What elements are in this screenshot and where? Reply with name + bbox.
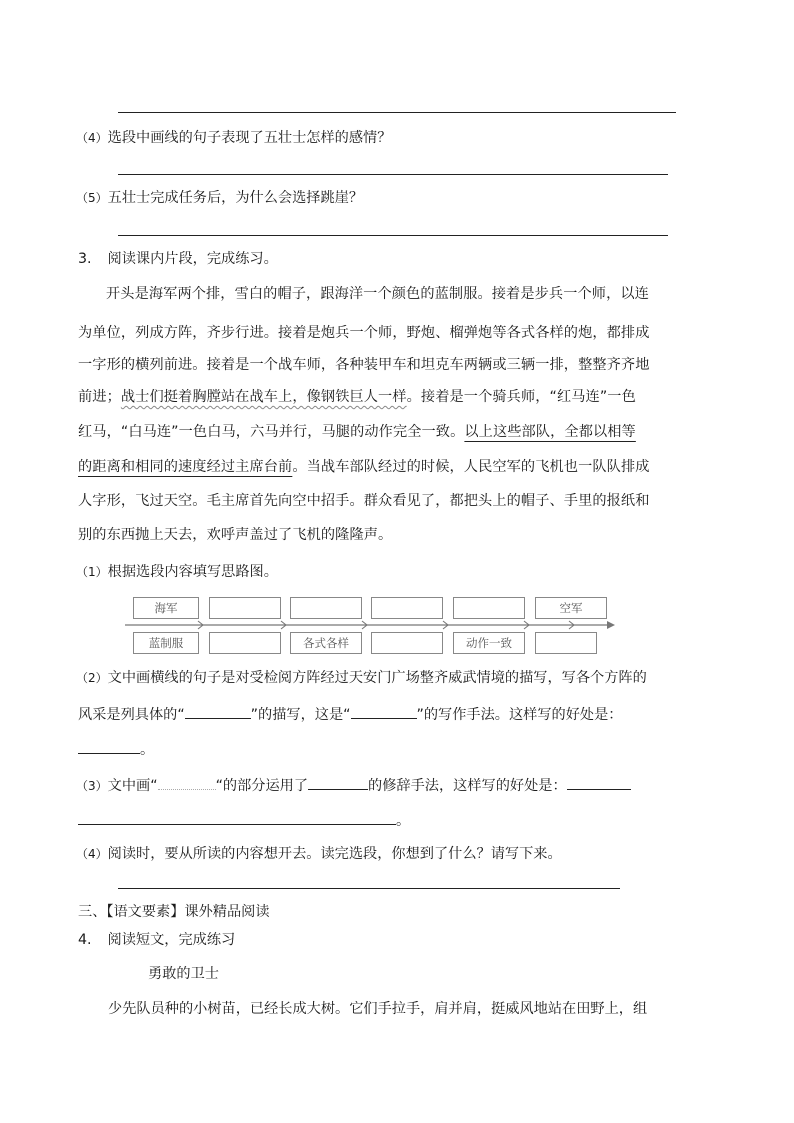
fill-blank[interactable] [308,773,368,790]
wavy-sample [158,775,216,790]
diagram-box-top-1: 海军 [133,597,199,619]
diagram-box-bottom-5: 动作一致 [453,632,525,654]
passage-text: 一字形的横列前进。接着是一个战车师，各种装甲车和坦克车两辆或三辆一排，整整齐齐地 [78,357,650,373]
underlined-sentence: 的距离和相同的速度经过主席台前 [78,459,293,475]
passage-line-4 [78,386,636,406]
question-text: 风采是列具体的“ [78,707,185,723]
fill-blank[interactable] [567,773,631,790]
subquestion-3-line-1 [76,773,631,795]
answer-line-s4[interactable] [118,888,620,889]
diagram-box-bottom-4[interactable] [371,632,443,654]
diagram-box-bottom-3: 各式各样 [290,632,362,654]
question-text: 。 [140,742,155,758]
thought-flow-diagram [125,592,615,654]
section-title: 阅读课内片段，完成练习。 [107,251,278,267]
subquestion-1 [76,561,278,581]
diagram-box-top-4[interactable] [371,597,443,619]
question-label: （4） [76,131,108,145]
answer-line-q5[interactable] [118,235,668,236]
diagram-box-bottom-1: 蓝制服 [133,632,199,654]
diagram-box-top-6: 空军 [535,597,607,619]
question-text: 的修辞手法，这样写的好处是： [368,778,567,794]
section-number: 3. [78,251,92,267]
answer-line-q3[interactable] [118,112,676,113]
answer-line-q4[interactable] [118,174,668,175]
question-text: 文中画横线的句子是对受检阅方阵经过天安门广场整齐威武情境的描写，写各个方阵的 [107,670,647,686]
part-3-heading: 三、【语文要素】课外精品阅读 [78,904,270,920]
passage-text: 前进； [78,389,121,405]
passage-text: 为单位，列成方阵，齐步行进。接着是炮兵一个师，野炮、榴弹炮等各式各样的炮，都排成 [78,325,650,341]
question-text: 。 [396,813,411,829]
passage-line-3 [78,354,650,374]
fill-blank[interactable] [78,808,396,825]
subquestion-2-line-2 [78,702,622,724]
passage-text: 红马，“白马连”一色白马，六马并行，马腿的动作完全一致。 [78,424,465,440]
passage-line-8 [78,524,392,544]
question-label: （1） [76,565,108,579]
diagram-box-bottom-2[interactable] [209,632,281,654]
passage-text: 别的东西抛上天去，欢呼声盖过了飞机的隆隆声。 [78,527,393,543]
question-text: “的部分运用了 [215,778,309,794]
question-label: （5） [76,191,108,205]
wavy-underlined-sentence: 战士们挺着胸膛站在战车上，像钢铁巨人一样 [120,389,407,405]
diagram-box-top-5[interactable] [453,597,525,619]
passage-line-7 [78,490,650,510]
story-title: 勇敢的卫士 [148,966,219,982]
fill-blank[interactable] [185,702,251,719]
question-5 [76,187,363,207]
question-text: 五壮士完成任务后，为什么会选择跳崖？ [107,190,364,206]
subquestion-3-line-2 [78,808,410,830]
question-label: （3） [76,779,108,793]
subquestion-2-line-1 [76,667,647,687]
passage-text: 人字形，飞过天空。毛主席首先向空中招手。群众看见了，都把头上的帽子、手里的报纸和 [78,493,650,509]
diagram-box-top-3[interactable] [290,597,362,619]
fill-blank[interactable] [78,737,140,754]
question-text: 选段中画线的句子表现了五壮士怎样的感情？ [107,130,392,146]
section-number: 4. [78,932,92,948]
passage-text: 开头是海军两个排，雪白的帽子，跟海洋一个颜色的蓝制服。接着是步兵一个师，以连 [106,286,649,302]
section-title: 阅读短文，完成练习 [107,932,236,948]
question-text: 阅读时，要从所读的内容想开去。读完选段，你想到了什么？请写下来。 [107,846,562,862]
passage-text: 。当战车部队经过的时候，人民空军的飞机也一队队排成 [292,459,650,475]
question-text: ”的写作手法。这样写的好处是： [416,707,623,723]
subquestion-4 [76,843,562,863]
passage-line-5 [78,421,636,441]
passage-line-6 [78,456,650,476]
story-line-1: 少先队员种的小树苗，已经长成大树。它们手拉手，肩并肩，挺威风地站在田野上，组 [108,1001,648,1017]
question-text: 文中画“ [107,778,158,794]
passage-line-1 [106,283,649,303]
section-3-heading [78,248,278,268]
question-label: （2） [76,671,108,685]
underlined-sentence: 以上这些部队，全都以相等 [464,424,636,440]
question-4 [76,127,391,147]
passage-line-2 [78,322,650,342]
passage-text: 。接着是一个骑兵师，“红马连”一色 [406,389,636,405]
question-text: ”的描写，这是“ [250,707,351,723]
question-label: （4） [76,847,108,861]
question-text: 根据选段内容填写思路图。 [107,564,278,580]
subquestion-2-line-3 [78,737,154,759]
diagram-box-top-2[interactable] [209,597,281,619]
diagram-box-bottom-6[interactable] [535,632,597,654]
fill-blank[interactable] [351,702,417,719]
section-4-heading [78,929,235,949]
